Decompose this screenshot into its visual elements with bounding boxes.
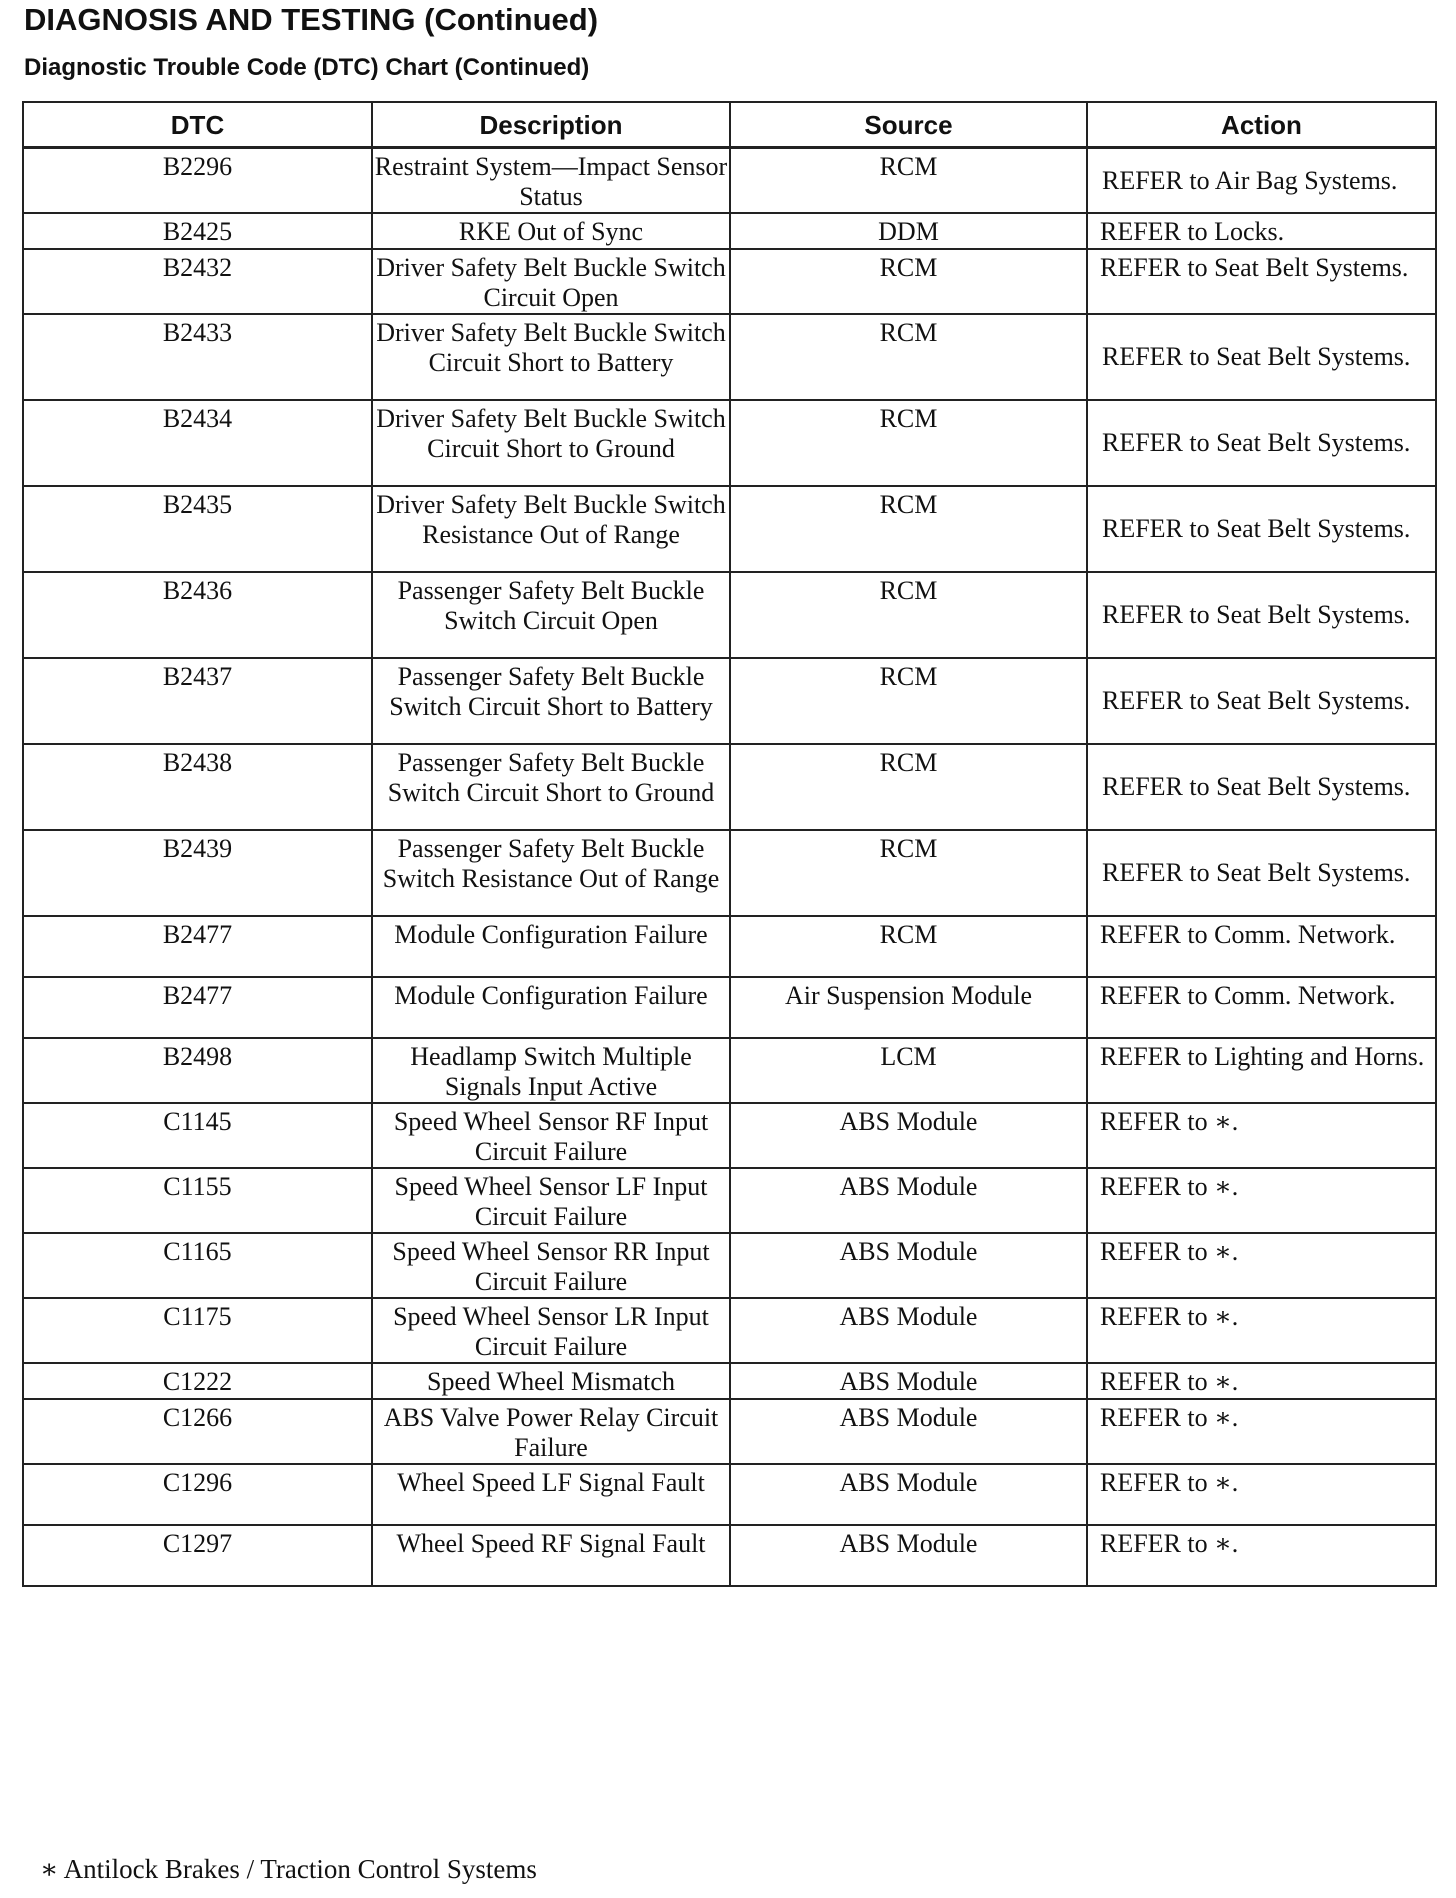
dtc-code-cell: C1297 — [23, 1525, 372, 1586]
dtc-code-cell: B2435 — [23, 486, 372, 572]
dtc-code-cell: C1222 — [23, 1363, 372, 1399]
dtc-code-cell: C1175 — [23, 1298, 372, 1363]
table-row — [23, 830, 1436, 916]
source-cell: Air Suspension Module — [730, 977, 1087, 1038]
description-cell: Passenger Safety Belt Buckle Switch Circuit Short to Ground — [372, 744, 730, 830]
source-cell: ABS Module — [730, 1233, 1087, 1298]
action-cell: REFER to Comm. Network. — [1087, 977, 1436, 1038]
source-cell: ABS Module — [730, 1103, 1087, 1168]
footnote: ∗ Antilock Brakes / Traction Control Systems — [40, 1854, 537, 1884]
table-row — [23, 572, 1436, 658]
source-cell: RCM — [730, 400, 1087, 486]
column-header-description: Description — [372, 102, 730, 148]
source-cell: RCM — [730, 572, 1087, 658]
source-cell: DDM — [730, 213, 1087, 249]
table-row — [23, 1038, 1436, 1103]
description-cell: Speed Wheel Sensor LR Input Circuit Failure — [372, 1298, 730, 1363]
dtc-code-cell: B2437 — [23, 658, 372, 744]
dtc-code-cell: C1266 — [23, 1399, 372, 1464]
dtc-code-cell: B2477 — [23, 977, 372, 1038]
table-row — [23, 1363, 1436, 1399]
description-cell: Driver Safety Belt Buckle Switch Resistance Out of Range — [372, 486, 730, 572]
action-cell: REFER to Seat Belt Systems. — [1087, 486, 1436, 572]
column-header-source: Source — [730, 102, 1087, 148]
table-row — [23, 1399, 1436, 1464]
action-cell: REFER to Comm. Network. — [1087, 916, 1436, 977]
dtc-code-cell: C1155 — [23, 1168, 372, 1233]
action-cell: REFER to ∗. — [1087, 1525, 1436, 1586]
dtc-code-cell: B2438 — [23, 744, 372, 830]
dtc-code-cell: C1165 — [23, 1233, 372, 1298]
action-cell: REFER to Locks. — [1087, 213, 1436, 249]
action-cell: REFER to Seat Belt Systems. — [1087, 658, 1436, 744]
source-cell: RCM — [730, 249, 1087, 314]
action-cell: REFER to Lighting and Horns. — [1087, 1038, 1436, 1103]
table-row — [23, 1233, 1436, 1298]
source-cell: RCM — [730, 314, 1087, 400]
action-cell: REFER to Seat Belt Systems. — [1087, 400, 1436, 486]
dtc-code-cell: B2436 — [23, 572, 372, 658]
action-cell: REFER to ∗. — [1087, 1298, 1436, 1363]
description-cell: Headlamp Switch Multiple Signals Input Active — [372, 1038, 730, 1103]
table-row — [23, 1525, 1436, 1586]
description-cell: Wheel Speed RF Signal Fault — [372, 1525, 730, 1586]
action-cell: REFER to Air Bag Systems. — [1087, 148, 1436, 214]
table-row — [23, 486, 1436, 572]
action-cell: REFER to Seat Belt Systems. — [1087, 830, 1436, 916]
dtc-code-cell: C1145 — [23, 1103, 372, 1168]
chart-title: Diagnostic Trouble Code (DTC) Chart (Continued) — [24, 54, 590, 81]
action-cell: REFER to Seat Belt Systems. — [1087, 744, 1436, 830]
description-cell: Restraint System—Impact Sensor Status — [372, 148, 730, 214]
description-cell: Wheel Speed LF Signal Fault — [372, 1464, 730, 1525]
description-cell: Module Configuration Failure — [372, 977, 730, 1038]
description-cell: Passenger Safety Belt Buckle Switch Circuit Open — [372, 572, 730, 658]
dtc-code-cell: C1296 — [23, 1464, 372, 1525]
dtc-code-cell: B2439 — [23, 830, 372, 916]
source-cell: ABS Module — [730, 1525, 1087, 1586]
table-row — [23, 916, 1436, 977]
description-cell: Speed Wheel Sensor RR Input Circuit Failure — [372, 1233, 730, 1298]
table-row — [23, 1464, 1436, 1525]
action-cell: REFER to Seat Belt Systems. — [1087, 572, 1436, 658]
dtc-code-cell: B2433 — [23, 314, 372, 400]
action-cell: REFER to ∗. — [1087, 1103, 1436, 1168]
description-cell: Module Configuration Failure — [372, 916, 730, 977]
description-cell: Passenger Safety Belt Buckle Switch Circuit Short to Battery — [372, 658, 730, 744]
table-body — [23, 148, 1436, 1587]
table-header-row — [23, 102, 1436, 148]
action-cell: REFER to Seat Belt Systems. — [1087, 314, 1436, 400]
action-cell: REFER to ∗. — [1087, 1464, 1436, 1525]
table-row — [23, 249, 1436, 314]
source-cell: ABS Module — [730, 1363, 1087, 1399]
table-row — [23, 400, 1436, 486]
source-cell: RCM — [730, 148, 1087, 214]
action-cell: REFER to ∗. — [1087, 1168, 1436, 1233]
action-cell: REFER to ∗. — [1087, 1399, 1436, 1464]
dtc-code-cell: B2498 — [23, 1038, 372, 1103]
page-title: DIAGNOSIS AND TESTING (Continued) — [24, 2, 599, 37]
table-row — [23, 1298, 1436, 1363]
dtc-code-cell: B2296 — [23, 148, 372, 214]
description-cell: Speed Wheel Sensor RF Input Circuit Failure — [372, 1103, 730, 1168]
description-cell: Speed Wheel Mismatch — [372, 1363, 730, 1399]
table-row — [23, 658, 1436, 744]
description-cell: Passenger Safety Belt Buckle Switch Resistance Out of Range — [372, 830, 730, 916]
source-cell: ABS Module — [730, 1168, 1087, 1233]
source-cell: LCM — [730, 1038, 1087, 1103]
table-row — [23, 1103, 1436, 1168]
source-cell: ABS Module — [730, 1298, 1087, 1363]
column-header-dtc: DTC — [23, 102, 372, 148]
dtc-chart-table — [22, 101, 1437, 1587]
table-row — [23, 213, 1436, 249]
table-row — [23, 977, 1436, 1038]
source-cell: RCM — [730, 830, 1087, 916]
dtc-code-cell: B2477 — [23, 916, 372, 977]
source-cell: ABS Module — [730, 1464, 1087, 1525]
description-cell: ABS Valve Power Relay Circuit Failure — [372, 1399, 730, 1464]
dtc-code-cell: B2432 — [23, 249, 372, 314]
action-cell: REFER to ∗. — [1087, 1363, 1436, 1399]
source-cell: RCM — [730, 916, 1087, 977]
description-cell: Driver Safety Belt Buckle Switch Circuit Short to Battery — [372, 314, 730, 400]
description-cell: Speed Wheel Sensor LF Input Circuit Failure — [372, 1168, 730, 1233]
description-cell: Driver Safety Belt Buckle Switch Circuit Short to Ground — [372, 400, 730, 486]
table-row — [23, 314, 1436, 400]
action-cell: REFER to Seat Belt Systems. — [1087, 249, 1436, 314]
column-header-action: Action — [1087, 102, 1436, 148]
action-cell: REFER to ∗. — [1087, 1233, 1436, 1298]
description-cell: Driver Safety Belt Buckle Switch Circuit Open — [372, 249, 730, 314]
dtc-code-cell: B2425 — [23, 213, 372, 249]
source-cell: ABS Module — [730, 1399, 1087, 1464]
source-cell: RCM — [730, 658, 1087, 744]
table-row — [23, 1168, 1436, 1233]
description-cell: RKE Out of Sync — [372, 213, 730, 249]
source-cell: RCM — [730, 486, 1087, 572]
table-row — [23, 744, 1436, 830]
dtc-code-cell: B2434 — [23, 400, 372, 486]
source-cell: RCM — [730, 744, 1087, 830]
table-row — [23, 148, 1436, 214]
